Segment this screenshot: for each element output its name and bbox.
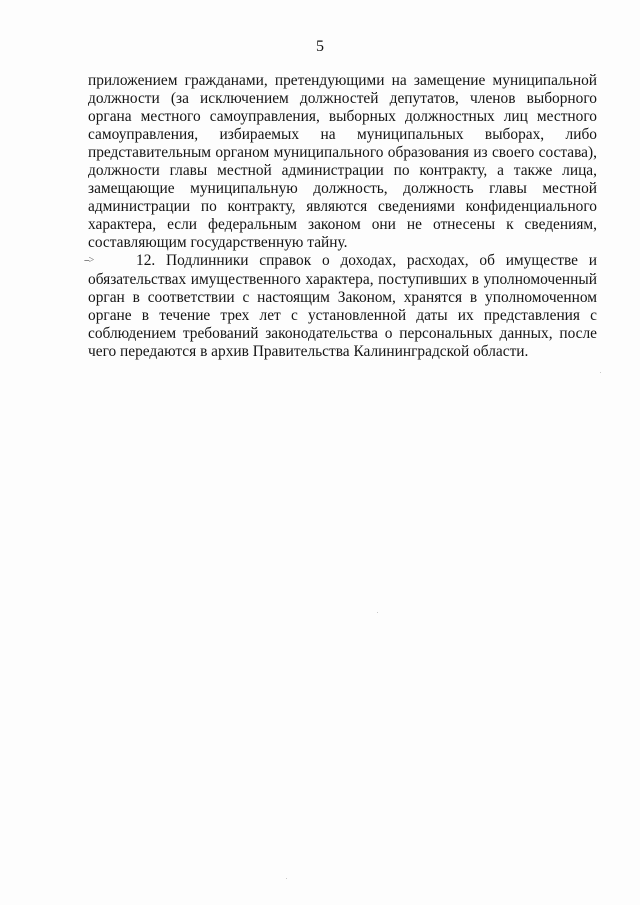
paragraph-marker-arrow: -->: [84, 255, 94, 267]
paragraph-12-block: [84, 252, 597, 360]
scan-speck: [377, 612, 378, 613]
paragraph-12: 12. Подлинники справок о доходах, расходах, об имуществе и обязательствах имущественного характера, поступивших в уполномоченный орган в соответствии с настоящим Законом, хранятся в уполномоченном органе в течение трех лет с установленной даты их представления с соблюдением требований законодательства о персональных данных, после чего передаются в архив Правительства Калининградской области.: [88, 252, 597, 360]
scan-speck: [286, 878, 287, 879]
page-number: 5: [316, 38, 324, 55]
continuation-paragraph: приложением гражданами, претендующими на замещение муниципальной должности (за исключением должностей депутатов, членов выборного органа местного самоуправления, выборных должностных лиц местного самоуправления, избираемых на муниципальных выборах, либо представительным органом муниципального образования из своего состава), должности главы местной администрации по контракту, а также лица, замещающие муниципальную должность, должность главы местной администрации по контракту, являются сведениями конфиденциального характера, если федеральным законом они не отнесены к сведениям, составляющим государственную тайну.: [88, 72, 597, 252]
document-body: [84, 72, 597, 361]
scan-speck: [600, 372, 601, 373]
